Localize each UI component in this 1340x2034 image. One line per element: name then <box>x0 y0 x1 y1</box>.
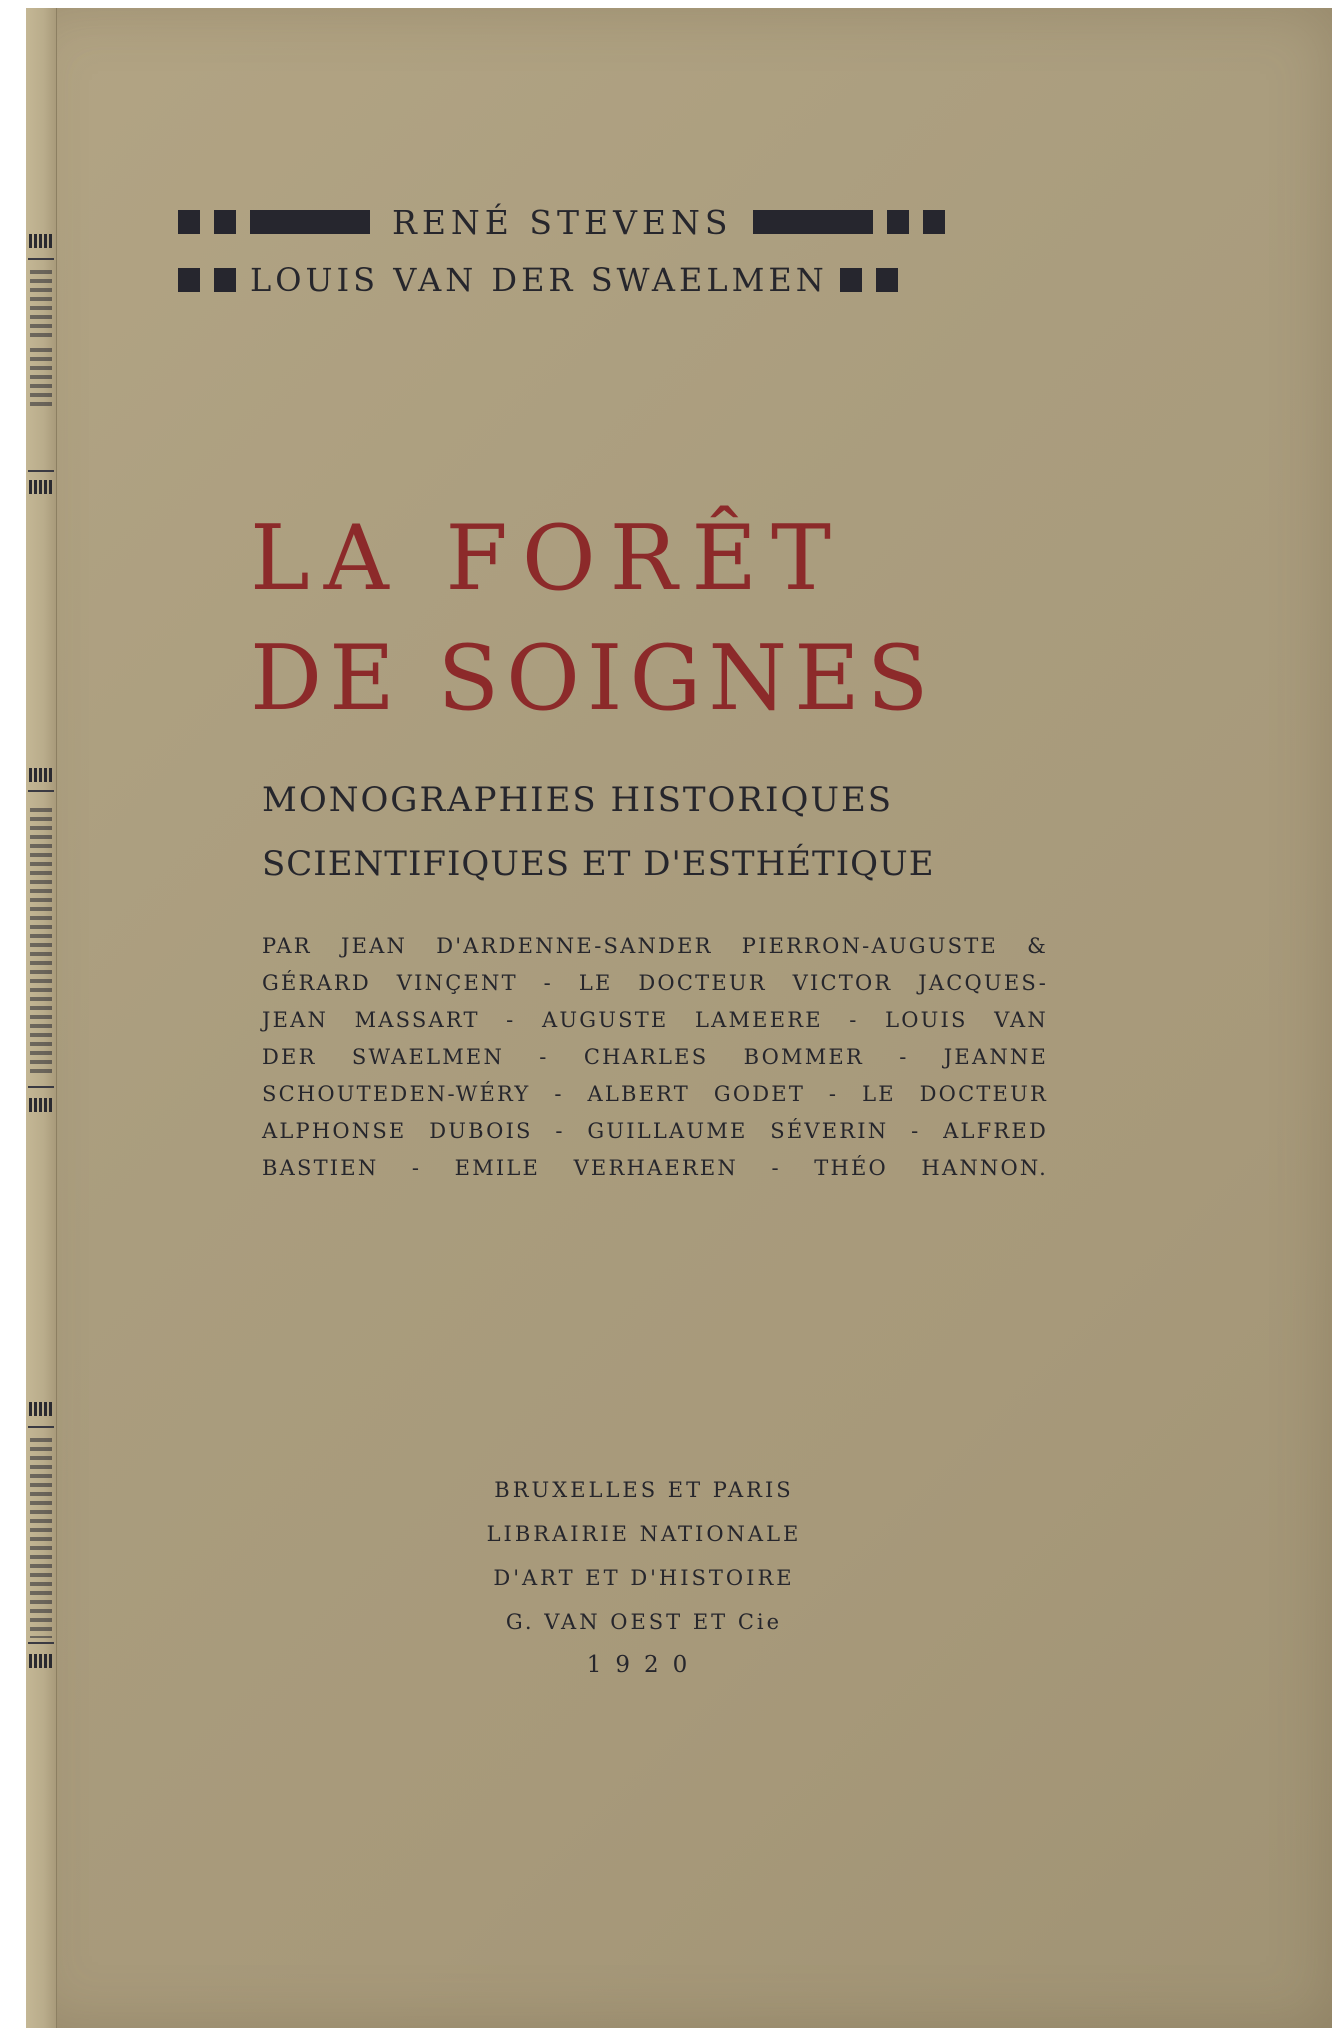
contributors-line: PAR JEAN D'ARDENNE-SANDER PIERRON-AUGUSTE & <box>262 934 1048 958</box>
ornament-square <box>840 268 862 292</box>
ornament-square <box>214 268 236 292</box>
spine-title-text <box>30 808 52 1078</box>
spine-author-text <box>30 270 52 340</box>
spine-ornament <box>29 1098 53 1112</box>
ornament-square <box>178 268 200 292</box>
contributors-line: BASTIEN - EMILE VERHAEREN - THÉO HANNON. <box>262 1156 1048 1180</box>
author-name: RENÉ STEVENS <box>392 202 733 242</box>
imprint-publisher-line-3: G. VAN OEST ET Cie <box>505 1610 783 1634</box>
book-spine <box>26 8 57 2028</box>
spine-ornament <box>29 1654 53 1668</box>
imprint-cities: BRUXELLES ET PARIS <box>494 1478 794 1502</box>
author-row-2 <box>178 261 898 299</box>
imprint-publisher-line-1: LIBRAIRIE NATIONALE <box>486 1522 802 1546</box>
spine-imprint-text <box>30 1438 52 1638</box>
spine-ornament <box>29 768 53 782</box>
ornament-square <box>876 268 898 292</box>
ornament-square <box>923 210 945 234</box>
spine-rule <box>28 470 54 472</box>
spine-ornament <box>29 234 53 248</box>
ornament-bar <box>753 210 873 234</box>
spine-author-text <box>30 348 52 408</box>
book-cover <box>26 8 1332 2028</box>
spine-rule <box>28 1426 54 1428</box>
ornament-bar <box>250 210 370 234</box>
subtitle-line-1: MONOGRAPHIES HISTORIQUES <box>262 780 894 820</box>
spine-rule <box>28 258 54 260</box>
spine-rule <box>28 1642 54 1644</box>
spine-rule <box>28 1086 54 1088</box>
book-title-line-1: LA FORÊT <box>250 506 846 611</box>
author-name: LOUIS VAN DER SWAELMEN <box>250 261 828 299</box>
ornament-square <box>178 210 200 234</box>
ornament-square <box>887 210 909 234</box>
publication-year: 1920 <box>586 1652 702 1678</box>
contributors-line: ALPHONSE DUBOIS - GUILLAUME SÉVERIN - ALFRED <box>262 1119 1048 1143</box>
spine-ornament <box>29 1402 53 1416</box>
ornament-square <box>214 210 236 234</box>
contributors-line: GÉRARD VINÇENT - LE DOCTEUR VICTOR JACQUES- <box>262 971 1048 995</box>
contributors-line: DER SWAELMEN - CHARLES BOMMER - JEANNE <box>262 1045 1048 1069</box>
subtitle-line-2: SCIENTIFIQUES ET D'ESTHÉTIQUE <box>262 844 935 884</box>
spine-rule <box>28 790 54 792</box>
author-row-1 <box>178 202 945 242</box>
imprint-publisher-line-2: D'ART ET D'HISTOIRE <box>493 1566 795 1590</box>
spine-ornament <box>29 480 53 494</box>
book-title-line-2: DE SOIGNES <box>250 626 936 731</box>
contributors-line: JEAN MASSART - AUGUSTE LAMEERE - LOUIS VAN <box>262 1008 1048 1032</box>
contributors-line: SCHOUTEDEN-WÉRY - ALBERT GODET - LE DOCTEUR <box>262 1082 1048 1106</box>
